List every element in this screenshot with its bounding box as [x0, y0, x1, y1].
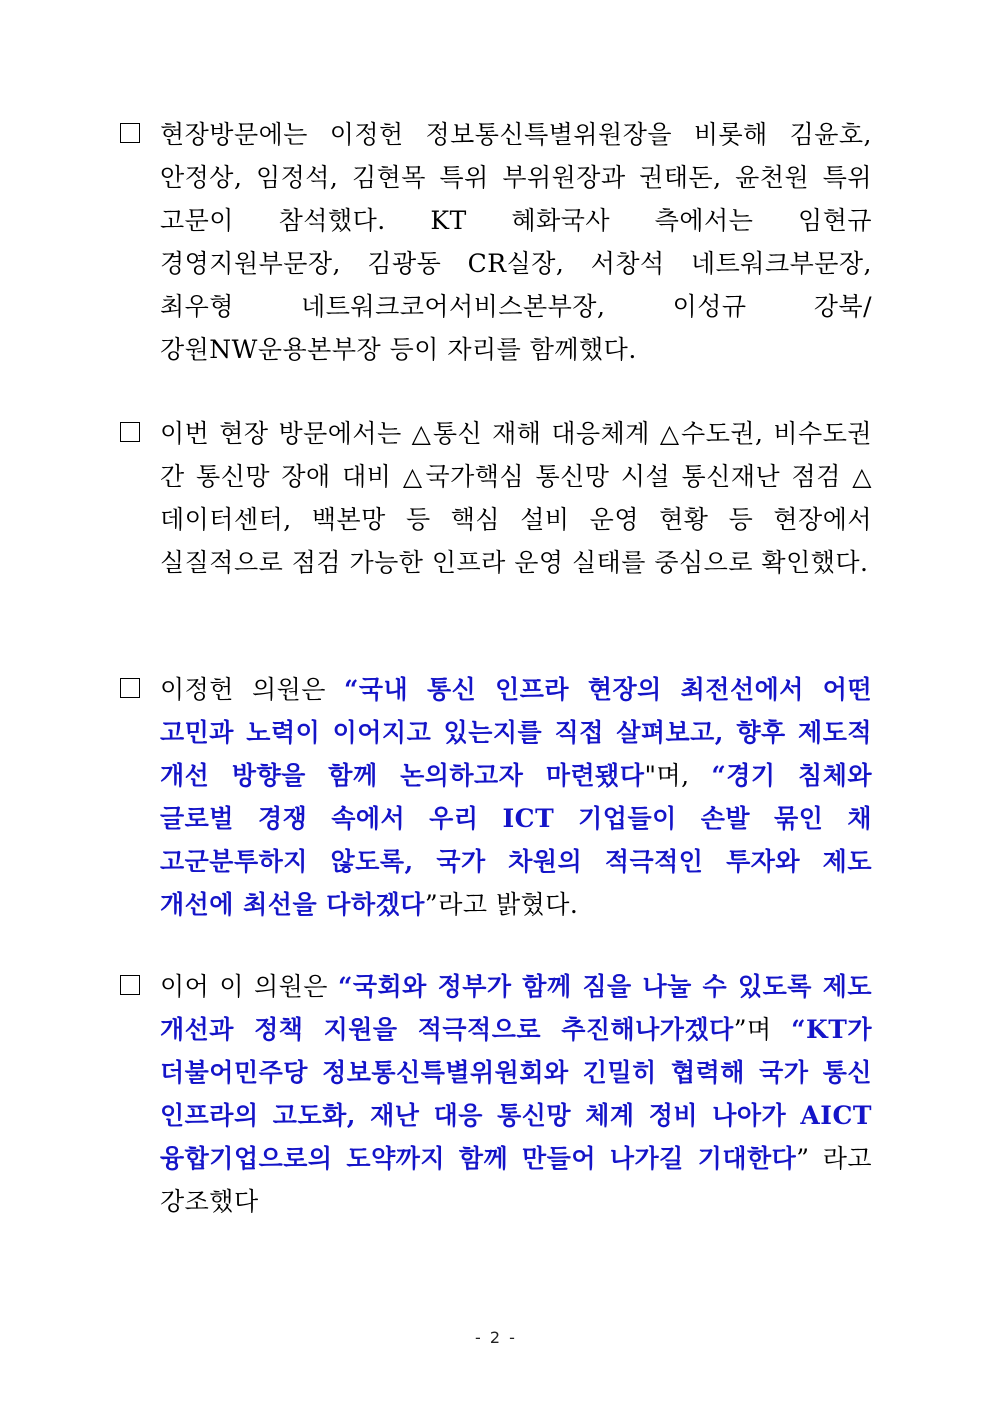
quote-highlight: “KT가 더불어민주당 정보통신특별위원회와 긴밀히 협력해 국가 통신 인프라의 고도화, 재난 대응 통신망 체계 정비 나아가 AICT 융합기업으로의 도약까지 함께 만들어 나가길 기대한다	[160, 1015, 872, 1173]
checkbox-bullet	[120, 678, 140, 698]
paragraph-text	[160, 668, 872, 926]
paragraph-segment: ” 라고 강조했다	[160, 1144, 872, 1216]
paragraph-text	[160, 412, 872, 584]
paragraph-segment: ”라고 밝혔다.	[424, 890, 579, 919]
quote-highlight: “국내 통신 인프라 현장의 최전선에서 어떤 고민과 노력이 이어지고 있는지를 직접 살펴보고, 향후 제도적 개선 방향을 함께 논의하고자 마련됐다	[160, 675, 873, 790]
paragraph-text	[160, 965, 872, 1223]
paragraph-segment: 이어 이 의원은	[160, 972, 338, 1001]
paragraph-text	[160, 113, 872, 371]
checkbox-bullet	[120, 975, 140, 995]
page-number: - 2 -	[475, 1328, 517, 1347]
checkbox-bullet	[120, 123, 140, 143]
paragraph-segment: 이번 현장 방문에서는 △통신 재해 대응체계 △수도권, 비수도권 간 통신망 장애 대비 △국가핵심 통신망 시설 통신재난 점검 △데이터센터, 백본망 등 핵심 설비 운영 현황 등 현장에서 실질적으로 점검 가능한 인프라 운영 실태를 중심으로 확인했다.	[160, 419, 872, 577]
quote-highlight: “국회와 정부가 함께 짐을 나눌 수 있도록 제도 개선과 정책 지원을 적극적으로 추진해나가겠다	[160, 972, 872, 1044]
paragraph-lee-statement	[120, 668, 880, 926]
paragraph-segment: 현장방문에는 이정헌 정보통신특별위원장을 비롯해 김윤호, 안정상, 임정석, 김현목 특위 부위원장과 권태돈, 윤천원 특위 고문이 참석했다. KT 혜화국사 측에서는 임현규 경영지원부문장, 김광동 CR실장, 서창석 네트워크부문장, 최우형 네트워크코어서비스본부장, 이성규 강북/강원NW운용본부장 등이 자리를 함께했다.	[160, 120, 872, 364]
paragraph-segment: 이정헌 의원은	[160, 675, 345, 704]
paragraph-inspection-items	[120, 412, 880, 584]
paragraph-lee-emphasis	[120, 965, 880, 1223]
quote-highlight: “경기 침체와 글로벌 경쟁 속에서 우리 ICT 기업들이 손발 묶인 채 고군분투하지 않도록, 국가 차원의 적극적인 투자와 제도 개선에 최선을 다하겠다	[160, 761, 872, 919]
paragraph-site-visit-attendees	[120, 113, 880, 371]
paragraph-segment: ”며	[733, 1015, 792, 1044]
paragraph-segment: "며,	[644, 761, 712, 790]
checkbox-bullet	[120, 422, 140, 442]
